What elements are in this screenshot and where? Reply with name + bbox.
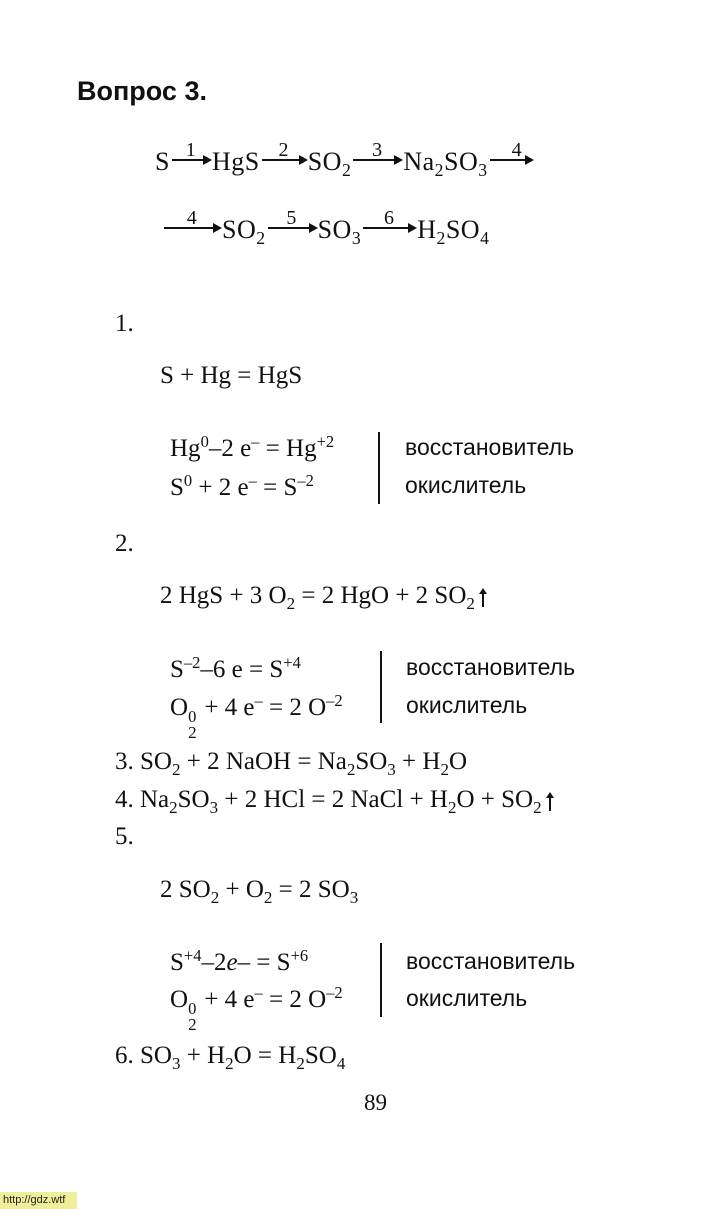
- arrow-3: 3: [353, 159, 401, 161]
- arrow-4-continued: 4: [164, 227, 220, 229]
- step-2-number: 2.: [115, 530, 134, 557]
- arrow-4: 4: [490, 159, 532, 161]
- transformation-scheme-row-1: S 1 HgS 2 $SO_2$ 3 $Na_2SO_3$ 4: [155, 147, 534, 181]
- arrow-6: 6: [363, 227, 415, 229]
- step-5-divider: [380, 943, 382, 1017]
- step-1-half-reaction-1: Hg$^0$–2 $e^- = Hg^{+2}$: [170, 432, 335, 463]
- step-2-role-oxidizer: окислитель: [406, 692, 528, 718]
- gas-arrow-icon: [546, 795, 554, 809]
- page-title: Вопрос 3.: [77, 76, 207, 106]
- step-2-equation: 2 HgS + 3 $O_2 = 2$ HgO + 2 $SO_2$: [160, 582, 487, 614]
- step-1-divider: [378, 432, 380, 504]
- step-5-role-reducer: восстановитель: [406, 948, 576, 974]
- step-5-equation: 2 $SO_2 + O_2 = 2$ $SO_3$: [160, 876, 359, 907]
- arrow-1: 1: [172, 159, 210, 161]
- step-2-half-reaction-2: O 0 2 + 4 e– = 2 $O^{-2}$: [170, 691, 343, 743]
- step-1-half-reaction-2: $S^0 + 2$ $e^- = S^{-2}$: [170, 471, 314, 502]
- transformation-scheme-row-2: 4 $SO_2$ 5 $SO_3$ 6 $H_2SO_4$: [162, 215, 489, 249]
- step-1-equation: S + Hg = HgS: [160, 362, 303, 389]
- step-1-role-oxidizer: окислитель: [405, 472, 527, 498]
- step-3-equation: 3. $SO_2 + 2$ NaOH = $Na_2SO_3 + H_2O$: [115, 748, 468, 779]
- step-1-number: 1.: [115, 310, 134, 337]
- arrow-2: 2: [262, 159, 306, 161]
- step-6-equation: 6. $SO_3 + H_2O = H_2SO_4$: [115, 1042, 346, 1073]
- footer-link[interactable]: http://gdz.wtf: [0, 1192, 77, 1209]
- step-5-role-oxidizer: окислитель: [406, 985, 528, 1011]
- step-5-half-reaction-2: O 0 2 + 4 e– = 2 $O^{-2}$: [170, 983, 343, 1035]
- arrow-5: 5: [268, 227, 316, 229]
- step-2-role-reducer: восстановитель: [406, 654, 576, 680]
- step-2-half-reaction-1: $S^{-2}-6$ $e = S^{+4}$: [170, 653, 301, 684]
- gas-arrow-icon: [479, 591, 487, 605]
- step-5-half-reaction-1: $S^{+4}-2e- = S^{+6}$: [170, 946, 309, 977]
- step-4-equation: 4. $Na_2SO_3 + 2$ HCl = 2 NaCl + $H_2O + SO_2$: [115, 786, 554, 818]
- page-number: 89: [364, 1090, 387, 1115]
- step-5-number: 5.: [115, 823, 134, 850]
- step-1-role-reducer: восстановитель: [405, 434, 575, 460]
- step-2-divider: [380, 651, 382, 723]
